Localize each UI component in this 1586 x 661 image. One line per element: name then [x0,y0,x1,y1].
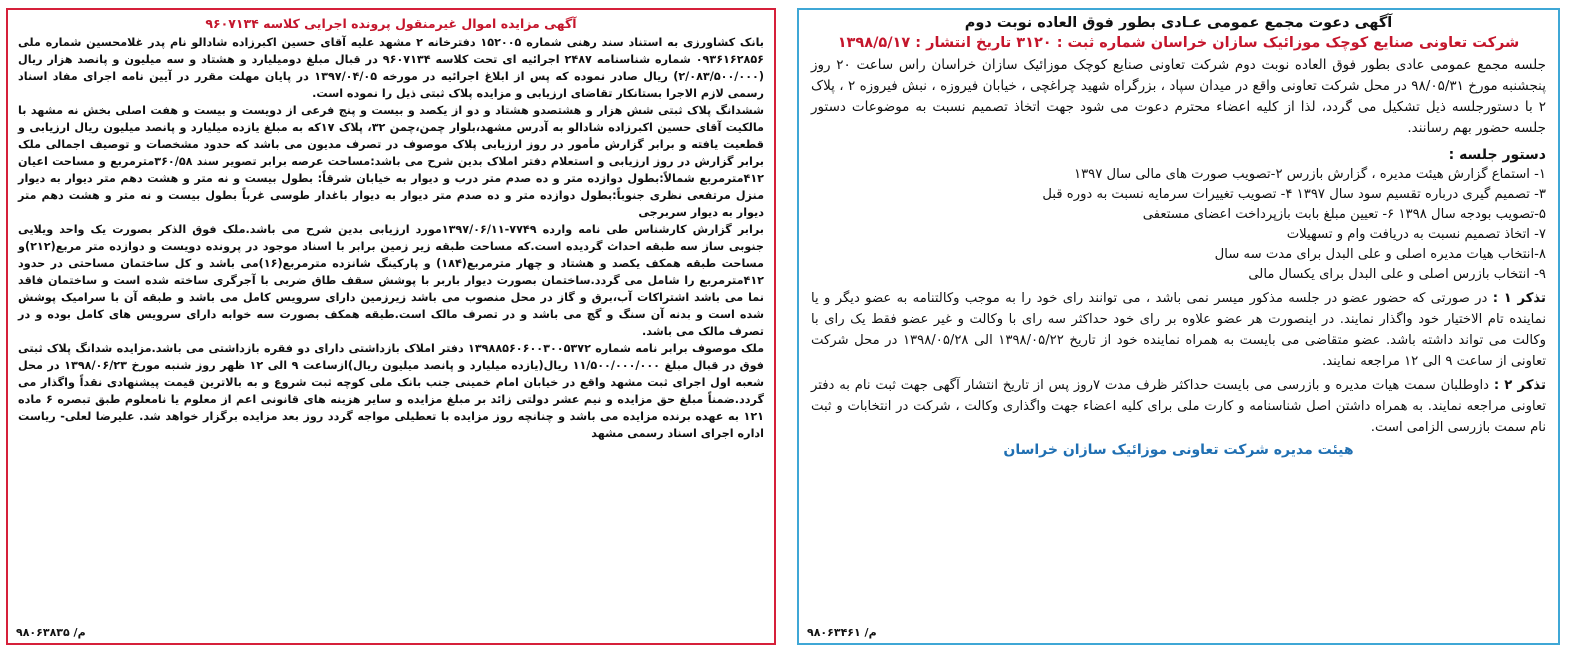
assembly-notice-title: آگهی دعوت مجمع عمومی عـادی بطور فوق العاده نوبت دوم [964,15,1393,31]
assembly-notice-code: م/ ۹۸۰۶۳۴۶۱ [807,626,877,639]
agenda-list [811,165,1546,285]
agenda-title: دستور جلسه : [1448,147,1546,163]
auction-notice-code: م/ ۹۸۰۶۳۸۳۵ [16,626,86,639]
board-signature: هیئت مدیره شرکت تعاونی موزائیک سازان خراسان [1003,442,1354,458]
auction-notice [6,8,776,645]
note-2-text: داوطلبان سمت هیات مدیره و بازرسی می بایست حداکثر ظرف مدت ۷روز پس از تاریخ انتشار آگهی جهت ثبت نام به دفتر تعاونی مراجعه نمایند. به همراه داشتن اصل شناسنامه و کارت ملی برای کلیه اعضاء جهت واگذاری وکالت ، شرکت در انتخابات و ثبت نام سمت بازرسی الزامی است. [811,378,1546,435]
note-2 [811,375,1546,438]
agenda-item: ۸-انتخاب هیات مدیره اصلی و علی البدل برای مدت سه سال [1214,247,1546,262]
note-1-text: در صورتی که حضور عضو در جلسه مذکور میسر نمی باشد ، می توانند رای خود را به موجب وکالتنامه به عضو دیگر و یا نماینده تام الاختیار خود واگذار نمایند. در اینصورت هر عضو علاوه بر رای خود حداکثر سه رای با وکالت و غیر عضو فقط یک رای با وکالت می تواند داشته باشد. عضو متقاضی می بایست به همراه نماینده خود از تاریخ ۱۳۹۸/۰۵/۲۲ الی ۱۳۹۸/۰۵/۲۸ در محل شرکت تعاونی از ساعت ۹ الی ۱۲ مراجعه نمایند. [811,291,1546,369]
auction-paragraph: برابر گزارش کارشناس طی نامه وارده ۷۷۴۹-۱۳۹۷/۰۶/۱۱مورد ارزیابی بدین شرح می باشد.ملک فوق الذکر بصورت یک واحد ویلایی جنوبی ساز سه طبقه احداث گردیده است.که مساحت طبقه زیر زمین برابر با اسناد موجود در پرونده دویست و دوازده متر مربع(۲۱۲)و مساحت طبقه همکف یکصد و هشتاد و چهار مترمربع(۱۸۴) و پارکینگ شانزده مترمربع(۱۶)می باشد و کل ساختمان مساحتی در حدود ۴۱۲مترمربع را شامل می گردد.ساختمان بصورت دیوار باربر با پوشش سقف طاق ضربی با آجرگری ساخته شده است و ساختمان فاقد نما می باشد اشتراکات آب،برق و گاز در محل منصوب می باشد زیرزمین دارای سرویس کامل می باشد و طبقه آن با سرامیک پوشش شده است و بدنه آن سنگ و گچ می باشد و در تصرف مالک است.طبقه همکف بصورت سه خوابه دارای سرویس های کامل بوده و در تصرف مالک می باشد. [18,223,764,338]
auction-notice-title: آگهی مزایده اموال غیرمنقول پرونده اجرایی کلاسه ۹۶۰۷۱۳۴ [205,16,577,31]
auction-paragraph: بانک کشاورزی به استناد سند رهنی شماره ۱۵۲۰۰۵ دفترخانه ۲ مشهد علیه آقای حسین اکبرزاده شادالو نام پدر غلامحسین شماره ملی ۰۹۳۶۱۶۲۸۵۶ شماره شناسنامه ۲۴۸۷ اجرائیه ای تحت کلاسه ۹۶۰۷۱۳۴ در قبال مبلغ دومیلیارد و هشتاد و سه میلیون و پانصد هزار ریال (۲/۰۸۳/۵۰۰/۰۰۰) ریال صادر نموده که پس از ابلاغ اجرائیه در مورخه ۱۳۹۷/۰۴/۰۵ در پایان مهلت مقرر در آیین نامه اجرای مفاد اسناد رسمی لازم الاجرا بستانکار تقاضای ارزیابی و مزایده پلاک ثبتی ذیل را نموده است. [18,36,765,100]
agenda-item: ۳- تصمیم گیری درباره تقسیم سود سال ۱۳۹۷ ۴- تصویب تغییرات سرمایه نسبت به دوره قبل [1042,187,1546,202]
assembly-intro: جلسه مجمع عمومی عادی بطور فوق العاده نوبت دوم شرکت تعاونی صنایع کوچک موزائیک سازان خراسان راس ساعت ۲۰ روز پنجشنبه مورخ ۹۸/۰۵/۳۱ در محل شرکت تعاونی واقع در میدان سپاد ، بزرگراه شهید چراغچی ، خیابان فیروزه ، نبش فیروزه ۲ ، پلاک ۲ با دستورجلسه ذیل تشکیل می گردد، لذا از کلیه اعضاء محترم دعوت می شود جهت اتخاذ تصمیم نسبت به موضوعات دستور جلسه حضور بهم رسانند. [811,57,1546,136]
assembly-notice [797,8,1560,645]
note-2-label: تذکر ۲ : [1493,378,1546,393]
agenda-item: ۷- اتخاذ تصمیم نسبت به دریافت وام و تسهیلات [1286,227,1546,242]
note-1 [811,288,1546,372]
auction-paragraph: ملک موصوف برابر نامه شماره ۱۳۹۸۸۵۶۰۶۰۰۳۰۰۵۳۷۲ دفتر املاک بازداشتی دارای دو فقره بازداشتی می باشد.مزایده شدانگ پلاک ثبتی فوق در قبال مبلغ ۱۱/۵۰۰/۰۰۰/۰۰۰ ریال(یازده میلیارد و پانصد میلیون ریال)ازساعت ۹ الی ۱۲ ظهر روز شنبه مورخ ۱۳۹۸/۰۶/۲۳ در محل شعبه اول اجرای ثبت مشهد واقع در خیابان امام خمینی جنب بانک ملی کوچه ثبت شروع و به بالاترین قیمت پیشنهادی نقداً واگذار می گردد.ضمناً مبلغ حق مزایده و نیم عشر دولتی زائد بر مبلغ مزایده و سایر هزینه های قانونی اعم از معلوم یا نامعلوم طبق تبصره ۶ ماده ۱۲۱ به عهده برنده مزایده می باشد و چنانچه روز مزایده با تعطیلی مواجه گردد روز بعد مزایده برگزار خواهد شد. علیرضا لعلی- ریاست اداره اجرای اسناد رسمی مشهد [18,342,765,440]
assembly-notice-subtitle: شرکت تعاونی صنایع کوچک موزائیک سازان خراسان شماره ثبت : ۳۱۲۰ تاریخ انتشار : ۱۳۹۸/۵/۱۷ [837,35,1520,51]
auction-notice-body [18,34,764,442]
auction-paragraph: ششدانگ پلاک ثبتی شش هزار و هشتصدو هشتاد و دو از یکصد و بیست و پنج فرعی از دویست و بیست و هفت اصلی بخش نه مشهد با مالکیت آقای حسین اکبرزاده شادالو به آدرس مشهد،بلوار چمن،چمن ۳۲، پلاک ۱۷که به مبلغ یازده میلیارد و پانصد میلیون ریال ارزیابی و قطعیت یافته و برابر گزارش مأمور در روز ارزیابی پلاک موصوف در تصرف مدیون می باشد که حدود مشخصات و توصیف اجمالی ملک برابر گزارش در روز ارزیابی و استعلام دفتر املاک بدین شرح می باشد:مساحت عرصه برابر تصویر سند ۳۶۰/۵۸مترمربع و مساحت اعیان ۴۱۲مترمربع شمالاً:بطول دوازده متر و ده صدم متر درب و دیوار به خیابان شرقاً: بطول بیست و نه متر و هشت دهم متر دیوار به دیوار منزل مرتفعی نظری جنوباً:بطول دوازده متر و ده صدم متر دیوار به دیوار باغدار طوسی غرباً بطول بیست و نه متر و هشت دهم متر دیوار به دیوار سربرجی [18,104,764,219]
agenda-item: ۹- انتخاب بازرس اصلی و علی البدل برای یکسال مالی [1248,267,1546,282]
note-1-label: تذکر ۱ : [1492,291,1546,306]
agenda-item: ۱- استماع گزارش هیئت مدیره ، گزارش بازرس ۲-تصویب صورت های مالی سال ۱۳۹۷ [1074,167,1546,182]
agenda-item: ۵-تصویب بودجه سال ۱۳۹۸ ۶- تعیین مبلغ بابت بازپرداخت اعضای مستعفی [1142,207,1546,222]
